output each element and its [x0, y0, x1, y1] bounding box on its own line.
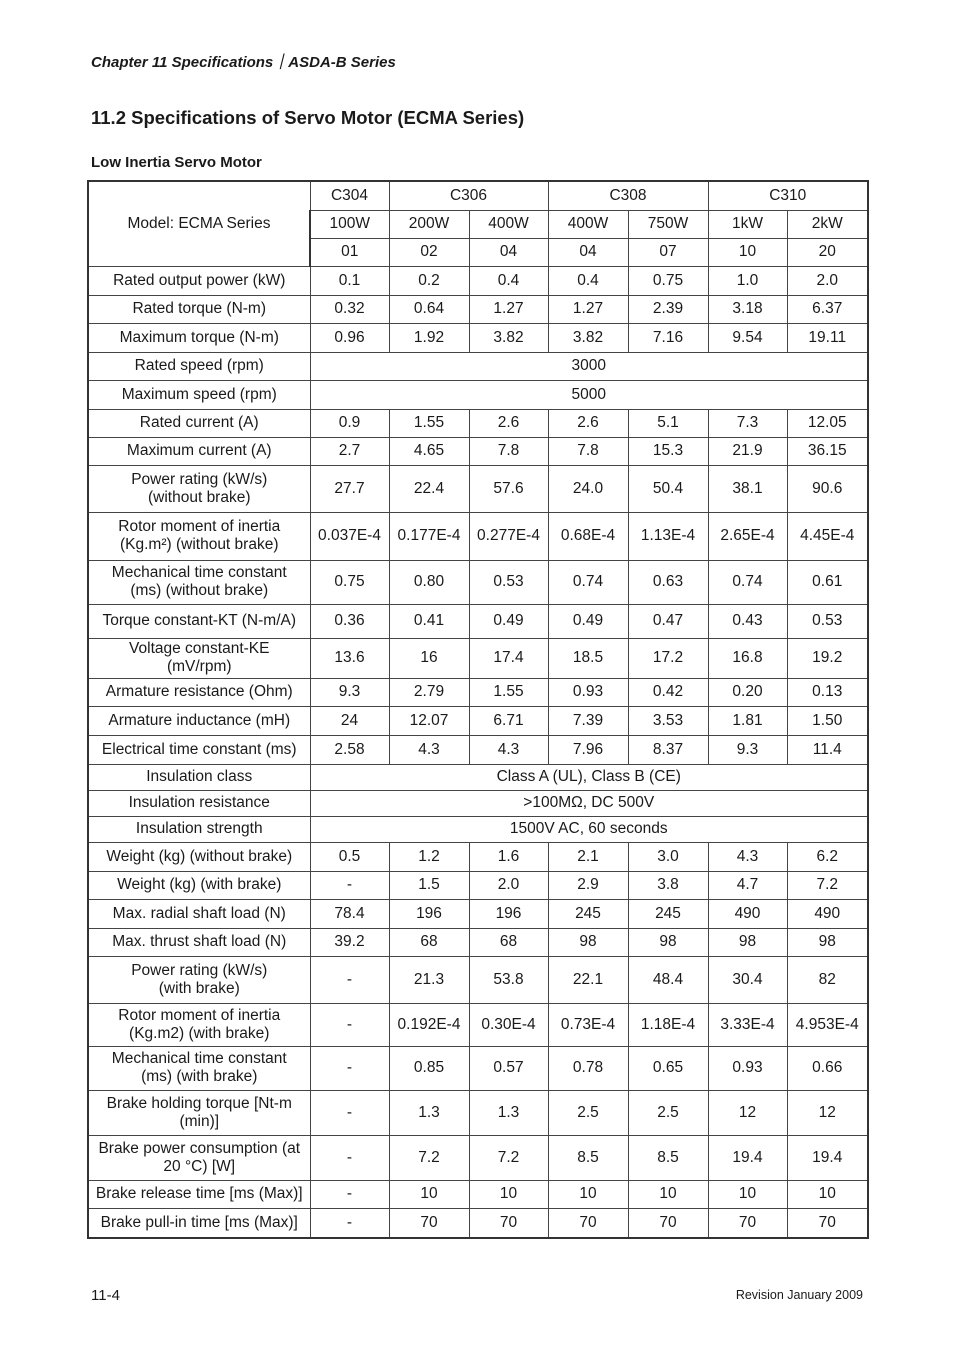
row-value: 70 — [628, 1208, 708, 1238]
row-value: 7.8 — [548, 437, 628, 465]
row-value: 2.5 — [628, 1090, 708, 1135]
table-row — [88, 323, 868, 352]
row-value: 12 — [708, 1090, 787, 1135]
row-label: Voltage constant-KE (mV/rpm) — [88, 638, 310, 678]
row-value: 68 — [389, 928, 469, 956]
row-value: 2.0 — [787, 266, 868, 295]
row-value: 4.45E-4 — [787, 512, 868, 560]
row-value: 8.5 — [548, 1135, 628, 1180]
table-row — [88, 816, 868, 842]
row-value: 70 — [389, 1208, 469, 1238]
row-value: 2.39 — [628, 295, 708, 323]
code-header: 10 — [708, 238, 787, 266]
row-value: 1.3 — [469, 1090, 548, 1135]
revision-note: Revision January 2009 — [735, 1288, 863, 1302]
row-value: 2.0 — [469, 871, 548, 899]
row-value: 2.9 — [548, 871, 628, 899]
row-value: 2.5 — [548, 1090, 628, 1135]
row-value: 24 — [310, 706, 389, 735]
row-value: 4.7 — [708, 871, 787, 899]
row-value: 1.27 — [548, 295, 628, 323]
row-value: 98 — [548, 928, 628, 956]
row-value: 0.1 — [310, 266, 389, 295]
row-value: 0.61 — [787, 560, 868, 604]
row-value: 38.1 — [708, 465, 787, 512]
row-value: 7.2 — [389, 1135, 469, 1180]
table-row — [88, 638, 868, 678]
row-value: 10 — [708, 1180, 787, 1208]
row-value-span: 5000 — [310, 380, 868, 409]
row-value: 1.92 — [389, 323, 469, 352]
row-value: 3.18 — [708, 295, 787, 323]
row-value: 7.2 — [787, 871, 868, 899]
row-value: 1.55 — [389, 409, 469, 437]
row-label: Insulation resistance — [88, 790, 310, 816]
row-value: 4.3 — [389, 735, 469, 764]
row-value: 0.4 — [548, 266, 628, 295]
row-value: 2.6 — [548, 409, 628, 437]
row-label: Maximum torque (N-m) — [88, 323, 310, 352]
row-label: Rotor moment of inertia (Kg.m²) (without brake) — [88, 512, 310, 560]
row-value: 1.27 — [469, 295, 548, 323]
row-value: 2.79 — [389, 678, 469, 706]
table-row — [88, 1046, 868, 1090]
row-value: 3.82 — [469, 323, 548, 352]
row-value: 3.0 — [628, 842, 708, 871]
row-value: 57.6 — [469, 465, 548, 512]
row-value: 16.8 — [708, 638, 787, 678]
row-value: 27.7 — [310, 465, 389, 512]
row-value: 2.58 — [310, 735, 389, 764]
row-label: Brake pull-in time [ms (Max)] — [88, 1208, 310, 1238]
row-value-span: Class A (UL), Class B (CE) — [310, 764, 868, 790]
power-header: 100W — [310, 210, 389, 238]
row-value: 0.5 — [310, 842, 389, 871]
row-value: 36.15 — [787, 437, 868, 465]
row-label: Max. thrust shaft load (N) — [88, 928, 310, 956]
row-value: 1.6 — [469, 842, 548, 871]
row-label: Weight (kg) (with brake) — [88, 871, 310, 899]
row-value: 12 — [787, 1090, 868, 1135]
spec-table — [87, 180, 869, 1239]
row-label: Rated current (A) — [88, 409, 310, 437]
row-value: 21.3 — [389, 956, 469, 1003]
code-header: 07 — [628, 238, 708, 266]
row-label: Armature resistance (Ohm) — [88, 678, 310, 706]
table-row — [88, 1003, 868, 1046]
row-value: 0.53 — [787, 604, 868, 638]
row-label: Rated output power (kW) — [88, 266, 310, 295]
row-value: 53.8 — [469, 956, 548, 1003]
code-header: 04 — [469, 238, 548, 266]
row-label: Rated speed (rpm) — [88, 352, 310, 380]
row-value: 0.64 — [389, 295, 469, 323]
row-value: 1.50 — [787, 706, 868, 735]
row-value: 0.32 — [310, 295, 389, 323]
row-value: 1.5 — [389, 871, 469, 899]
row-value: 15.3 — [628, 437, 708, 465]
table-row — [88, 706, 868, 735]
row-value: - — [310, 1208, 389, 1238]
row-label: Insulation strength — [88, 816, 310, 842]
group-header: C304 — [310, 181, 389, 210]
row-value: 24.0 — [548, 465, 628, 512]
power-header: 200W — [389, 210, 469, 238]
row-label: Maximum speed (rpm) — [88, 380, 310, 409]
row-value: - — [310, 1090, 389, 1135]
table-row — [88, 678, 868, 706]
row-value: 7.3 — [708, 409, 787, 437]
table-row — [88, 1135, 868, 1180]
model-label-cell: Model: ECMA Series — [88, 181, 310, 266]
row-value: 1.55 — [469, 678, 548, 706]
row-value-span: 1500V AC, 60 seconds — [310, 816, 868, 842]
row-value: 68 — [469, 928, 548, 956]
row-value: 0.75 — [628, 266, 708, 295]
row-value: 22.4 — [389, 465, 469, 512]
row-value: 19.2 — [787, 638, 868, 678]
row-label: Max. radial shaft load (N) — [88, 899, 310, 928]
row-value: 1.18E-4 — [628, 1003, 708, 1046]
row-value: 490 — [708, 899, 787, 928]
row-value: 22.1 — [548, 956, 628, 1003]
row-value: 3.53 — [628, 706, 708, 735]
row-value: 0.20 — [708, 678, 787, 706]
row-value: - — [310, 871, 389, 899]
power-header: 2kW — [787, 210, 868, 238]
row-value: 7.8 — [469, 437, 548, 465]
row-value: 1.81 — [708, 706, 787, 735]
row-value: 70 — [469, 1208, 548, 1238]
table-row — [88, 1180, 868, 1208]
row-label: Rotor moment of inertia (Kg.m2) (with brake) — [88, 1003, 310, 1046]
row-value: 8.37 — [628, 735, 708, 764]
row-value: 70 — [787, 1208, 868, 1238]
row-value: 8.5 — [628, 1135, 708, 1180]
code-header: 04 — [548, 238, 628, 266]
row-label: Mechanical time constant (ms) (without brake) — [88, 560, 310, 604]
row-value: - — [310, 1135, 389, 1180]
row-value: 2.65E-4 — [708, 512, 787, 560]
row-value: 6.71 — [469, 706, 548, 735]
row-value: 70 — [548, 1208, 628, 1238]
table-row — [88, 842, 868, 871]
row-value: - — [310, 1046, 389, 1090]
code-header: 01 — [310, 238, 389, 266]
row-label: Torque constant-KT (N-m/A) — [88, 604, 310, 638]
row-value: 0.277E-4 — [469, 512, 548, 560]
table-row — [88, 437, 868, 465]
row-value: 4.3 — [469, 735, 548, 764]
section-title: 11.2 Specifications of Servo Motor (ECMA Series) — [91, 107, 525, 128]
row-value: 21.9 — [708, 437, 787, 465]
row-value: 10 — [628, 1180, 708, 1208]
table-row — [88, 764, 868, 790]
row-value: 18.5 — [548, 638, 628, 678]
table-row — [88, 1090, 868, 1135]
table-row — [88, 512, 868, 560]
row-value: 7.2 — [469, 1135, 548, 1180]
row-value: 3.82 — [548, 323, 628, 352]
code-header: 20 — [787, 238, 868, 266]
row-value: 19.4 — [708, 1135, 787, 1180]
row-value: 3.8 — [628, 871, 708, 899]
row-value: 0.192E-4 — [389, 1003, 469, 1046]
row-value: 10 — [469, 1180, 548, 1208]
row-value: 0.177E-4 — [389, 512, 469, 560]
table-row — [88, 295, 868, 323]
row-value: 0.49 — [469, 604, 548, 638]
row-value: 98 — [708, 928, 787, 956]
row-value: 39.2 — [310, 928, 389, 956]
row-label: Brake power consumption (at 20 °C) [W] — [88, 1135, 310, 1180]
row-value: 0.75 — [310, 560, 389, 604]
row-value: 0.68E-4 — [548, 512, 628, 560]
row-value: 70 — [708, 1208, 787, 1238]
row-value: 4.65 — [389, 437, 469, 465]
row-value: 12.07 — [389, 706, 469, 735]
row-value: 6.37 — [787, 295, 868, 323]
header-row-groups — [88, 181, 868, 210]
row-value: 196 — [389, 899, 469, 928]
row-value: 0.41 — [389, 604, 469, 638]
row-label: Armature inductance (mH) — [88, 706, 310, 735]
row-value: 10 — [787, 1180, 868, 1208]
row-value: 1.2 — [389, 842, 469, 871]
power-header: 1kW — [708, 210, 787, 238]
row-value: 0.85 — [389, 1046, 469, 1090]
row-value: 5.1 — [628, 409, 708, 437]
row-value: 2.6 — [469, 409, 548, 437]
row-value: 16 — [389, 638, 469, 678]
row-value: 245 — [548, 899, 628, 928]
row-value: 6.2 — [787, 842, 868, 871]
row-value: 2.1 — [548, 842, 628, 871]
power-header: 400W — [469, 210, 548, 238]
table-row — [88, 266, 868, 295]
row-value: 0.36 — [310, 604, 389, 638]
table-row — [88, 928, 868, 956]
row-value: 9.3 — [310, 678, 389, 706]
row-value: - — [310, 956, 389, 1003]
row-value: 0.47 — [628, 604, 708, 638]
row-value: 90.6 — [787, 465, 868, 512]
row-value: 0.53 — [469, 560, 548, 604]
table-row — [88, 352, 868, 380]
row-value: 0.63 — [628, 560, 708, 604]
row-value: 196 — [469, 899, 548, 928]
row-value: 245 — [628, 899, 708, 928]
page-number: 11-4 — [91, 1287, 120, 1304]
row-value: 0.93 — [708, 1046, 787, 1090]
table-row — [88, 956, 868, 1003]
row-value: 12.05 — [787, 409, 868, 437]
row-value: 10 — [548, 1180, 628, 1208]
row-value: - — [310, 1180, 389, 1208]
row-value: 13.6 — [310, 638, 389, 678]
row-value: 7.39 — [548, 706, 628, 735]
table-row — [88, 409, 868, 437]
row-value: 0.74 — [548, 560, 628, 604]
chapter-header: Chapter 11 Specifications｜ASDA-B Series — [91, 54, 396, 71]
row-value: 0.96 — [310, 323, 389, 352]
row-label: Insulation class — [88, 764, 310, 790]
table-row — [88, 871, 868, 899]
row-value: 0.42 — [628, 678, 708, 706]
group-header: C310 — [708, 181, 868, 210]
row-value: 17.4 — [469, 638, 548, 678]
row-value: 1.3 — [389, 1090, 469, 1135]
table-row — [88, 899, 868, 928]
row-value: 0.78 — [548, 1046, 628, 1090]
row-label: Brake release time [ms (Max)] — [88, 1180, 310, 1208]
row-value: 0.13 — [787, 678, 868, 706]
row-value: 0.93 — [548, 678, 628, 706]
row-value: 1.0 — [708, 266, 787, 295]
row-label: Weight (kg) (without brake) — [88, 842, 310, 871]
row-label: Mechanical time constant (ms) (with brake) — [88, 1046, 310, 1090]
row-value: 0.49 — [548, 604, 628, 638]
row-value: 0.037E-4 — [310, 512, 389, 560]
table-row — [88, 735, 868, 764]
row-value: 0.66 — [787, 1046, 868, 1090]
row-value: 50.4 — [628, 465, 708, 512]
row-value: 0.80 — [389, 560, 469, 604]
power-header: 400W — [548, 210, 628, 238]
row-value: 2.7 — [310, 437, 389, 465]
row-value: 1.13E-4 — [628, 512, 708, 560]
table-row — [88, 790, 868, 816]
row-value: 9.54 — [708, 323, 787, 352]
row-label: Maximum current (A) — [88, 437, 310, 465]
row-value: - — [310, 1003, 389, 1046]
row-value: 98 — [628, 928, 708, 956]
row-label: Power rating (kW/s) (with brake) — [88, 956, 310, 1003]
group-header: C306 — [389, 181, 548, 210]
row-value: 0.30E-4 — [469, 1003, 548, 1046]
row-value: 490 — [787, 899, 868, 928]
row-value: 0.74 — [708, 560, 787, 604]
table-row — [88, 604, 868, 638]
power-header: 750W — [628, 210, 708, 238]
row-value: 0.57 — [469, 1046, 548, 1090]
row-value: 48.4 — [628, 956, 708, 1003]
row-value: 78.4 — [310, 899, 389, 928]
table-title: Low Inertia Servo Motor — [91, 154, 262, 171]
row-value: 11.4 — [787, 735, 868, 764]
row-value: 30.4 — [708, 956, 787, 1003]
row-value: 4.3 — [708, 842, 787, 871]
code-header: 02 — [389, 238, 469, 266]
row-value: 4.953E-4 — [787, 1003, 868, 1046]
row-value: 82 — [787, 956, 868, 1003]
row-label: Brake holding torque [Nt-m (min)] — [88, 1090, 310, 1135]
table-row — [88, 465, 868, 512]
row-label: Power rating (kW/s) (without brake) — [88, 465, 310, 512]
group-header: C308 — [548, 181, 708, 210]
row-value: 19.11 — [787, 323, 868, 352]
row-value: 0.73E-4 — [548, 1003, 628, 1046]
table-row — [88, 380, 868, 409]
row-value: 0.9 — [310, 409, 389, 437]
row-value: 7.96 — [548, 735, 628, 764]
row-label: Rated torque (N-m) — [88, 295, 310, 323]
row-value: 3.33E-4 — [708, 1003, 787, 1046]
row-value: 0.65 — [628, 1046, 708, 1090]
row-value: 0.2 — [389, 266, 469, 295]
row-value: 19.4 — [787, 1135, 868, 1180]
row-value: 0.43 — [708, 604, 787, 638]
row-value-span: 3000 — [310, 352, 868, 380]
table-row — [88, 1208, 868, 1238]
row-value: 9.3 — [708, 735, 787, 764]
table-row — [88, 560, 868, 604]
row-value: 7.16 — [628, 323, 708, 352]
row-value: 17.2 — [628, 638, 708, 678]
row-value: 0.4 — [469, 266, 548, 295]
row-value-span: >100MΩ, DC 500V — [310, 790, 868, 816]
row-value: 10 — [389, 1180, 469, 1208]
row-label: Electrical time constant (ms) — [88, 735, 310, 764]
row-value: 98 — [787, 928, 868, 956]
